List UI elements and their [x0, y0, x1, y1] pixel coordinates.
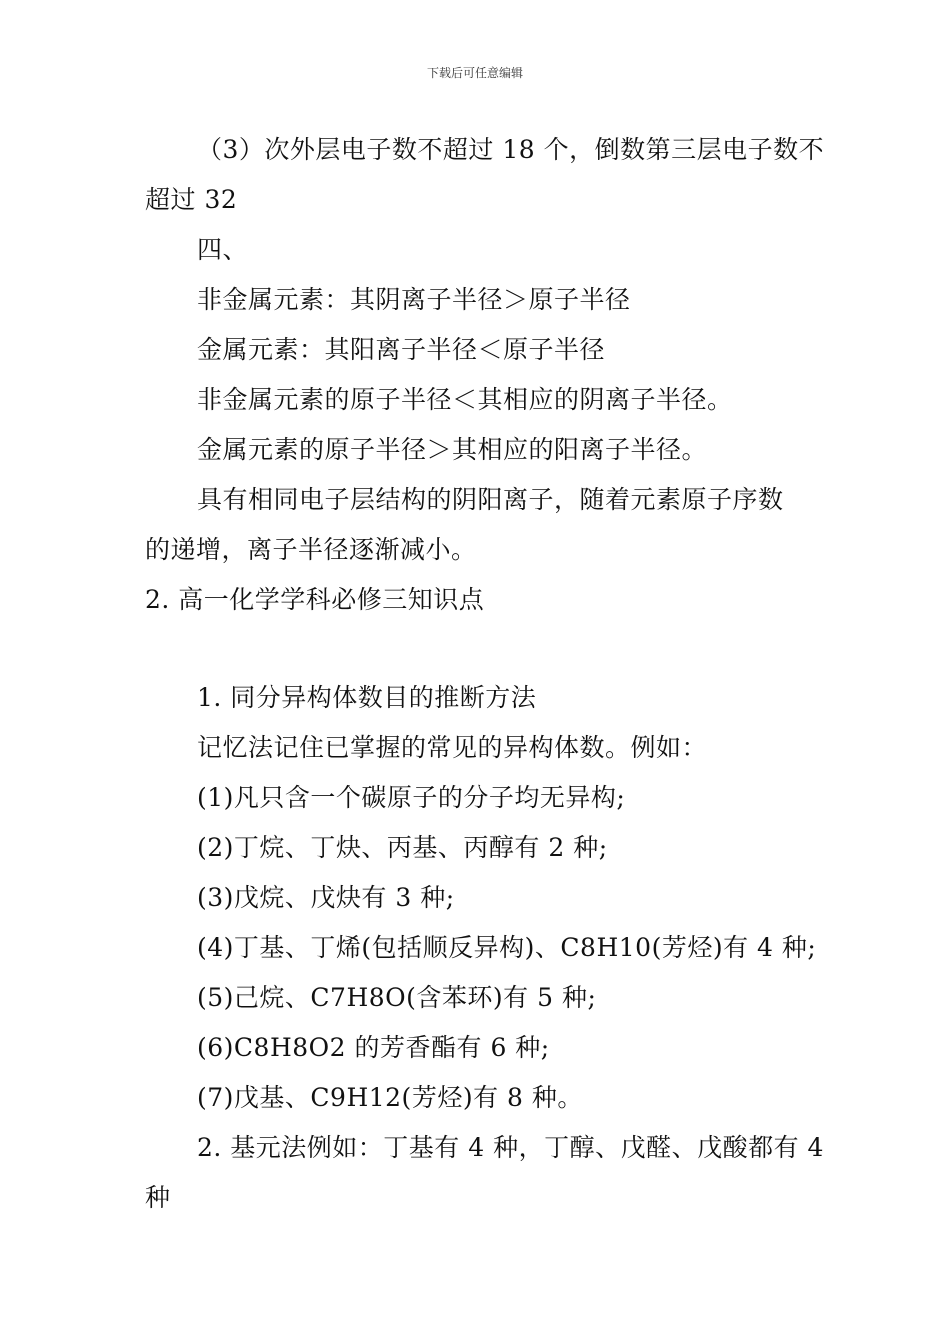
list-item: (3)戊烷、戊炔有 3 种; [197, 883, 455, 912]
paragraph-line: 四、 [197, 235, 249, 264]
section-heading: 2. 高一化学学科必修三知识点 [145, 585, 485, 614]
paragraph-line: 具有相同电子层结构的阴阳离子，随着元素原子序数 [197, 485, 784, 514]
subsection-heading: 1. 同分异构体数目的推断方法 [197, 683, 537, 712]
paragraph-line: 种 [145, 1183, 171, 1212]
paragraph-line: 金属元素的原子半径＞其相应的阳离子半径。 [197, 435, 708, 464]
paragraph-line: 非金属元素的原子半径＜其相应的阴离子半径。 [197, 385, 733, 414]
list-item: (4)丁基、丁烯(包括顺反异构)、C8H10(芳烃)有 4 种; [197, 933, 817, 962]
list-item: (6)C8H8O2 的芳香酯有 6 种; [197, 1033, 550, 1062]
paragraph-line: （3）次外层电子数不超过 18 个，倒数第三层电子数不 [197, 135, 825, 164]
list-item: (1)凡只含一个碳原子的分子均无异构; [197, 783, 626, 812]
paragraph-line: 非金属元素：其阴离子半径＞原子半径 [197, 285, 631, 314]
paragraph-line: 金属元素：其阳离子半径＜原子半径 [197, 335, 606, 364]
page-header: 下载后可任意编辑 [426, 66, 523, 80]
list-item: (5)己烷、C7H8O(含苯环)有 5 种; [197, 983, 597, 1012]
list-item: (7)戊基、C9H12(芳烃)有 8 种。 [197, 1083, 583, 1112]
list-item: (2)丁烷、丁炔、丙基、丙醇有 2 种; [197, 833, 608, 862]
paragraph-line: 记忆法记住已掌握的常见的异构体数。例如： [197, 733, 708, 762]
paragraph-line: 2. 基元法例如：丁基有 4 种，丁醇、戊醛、戊酸都有 4 [197, 1133, 824, 1162]
paragraph-line: 的递增，离子半径逐渐减小。 [145, 535, 477, 564]
paragraph-line: 超过 32 [145, 185, 238, 214]
